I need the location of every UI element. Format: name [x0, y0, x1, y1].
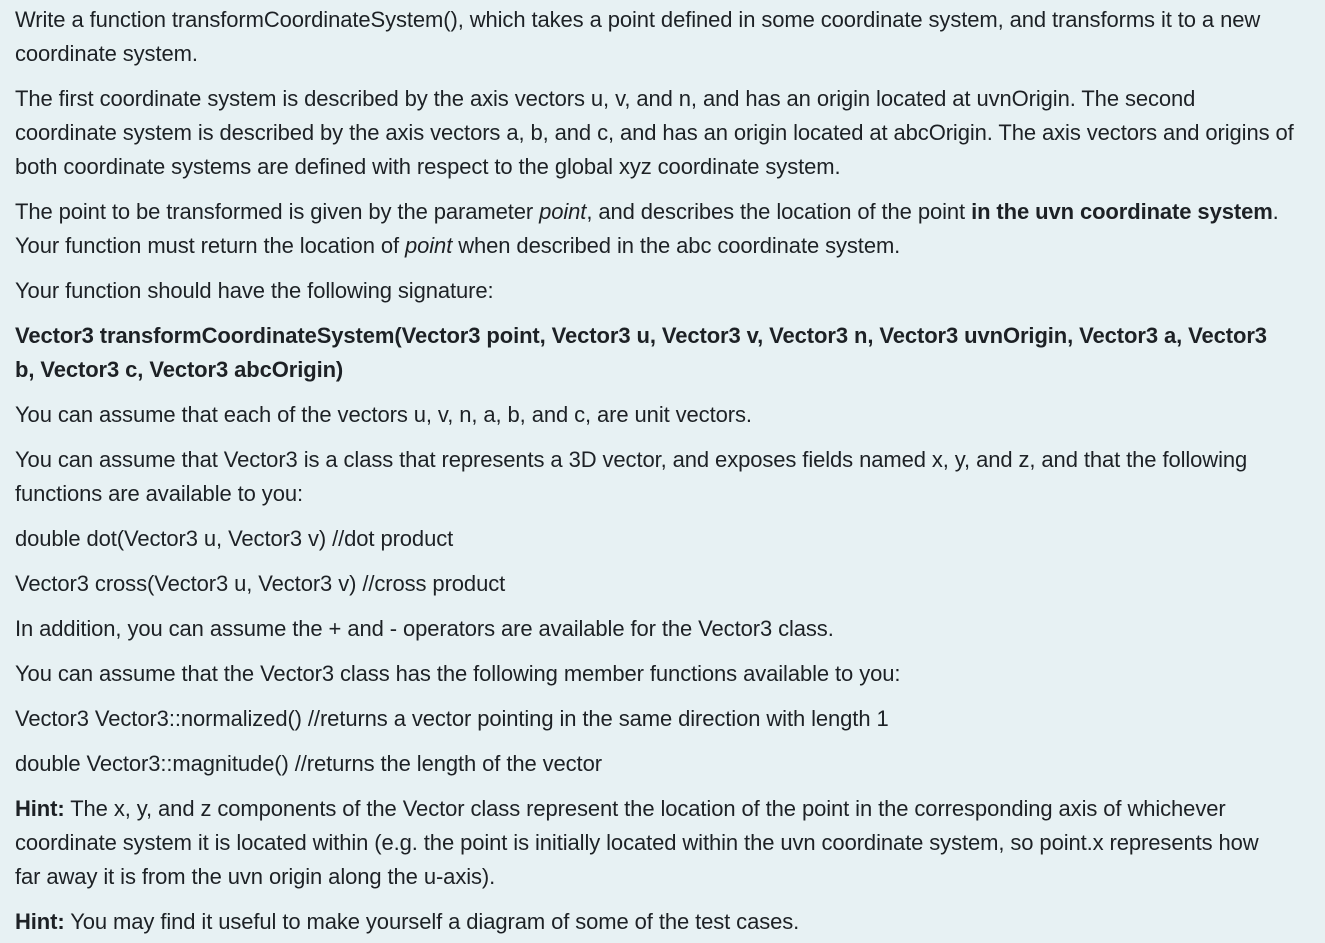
hint-paragraph-1	[15, 792, 1310, 894]
hint-label-2: Hint:	[15, 909, 65, 934]
coord-line-3: both coordinate systems are defined with respect to the global xyz coordinate system.	[15, 154, 841, 179]
cross-function: Vector3 cross(Vector3 u, Vector3 v) //cross product	[15, 571, 506, 596]
hint1-line-1: The x, y, and z components of the Vector class represent the location of the point in the corresponding axis of whichever	[64, 796, 1226, 821]
point-desc-line2-b: when described in the abc coordinate system.	[452, 233, 901, 258]
point-desc-text-b: , and describes the location of the point	[586, 199, 972, 224]
intro-line-2: coordinate system.	[15, 41, 198, 66]
unit-vectors-note: You can assume that each of the vectors u, v, n, a, b, and c, are unit vectors.	[15, 402, 752, 427]
intro-line-1: Write a function transformCoordinateSystem(), which takes a point defined in some coordinate system, and transforms it to a new	[15, 7, 1261, 32]
vector3-class-paragraph	[15, 443, 1310, 511]
vector3-line-1: You can assume that Vector3 is a class that represents a 3D vector, and exposes fields named x, y, and z, and that the following	[15, 447, 1248, 472]
point-desc-text-c: .	[1272, 199, 1279, 224]
hint-paragraph-2	[15, 905, 1310, 939]
hint1-line-2: coordinate system it is located within (e.g. the point is initially located within the uvn coordinate system, so point.x represents how	[15, 830, 1259, 855]
vector3-line-2: functions are available to you:	[15, 481, 303, 506]
coord-line-1: The first coordinate system is described by the axis vectors u, v, and n, and has an origin located at uvnOrigin. The second	[15, 86, 1196, 111]
dot-function: double dot(Vector3 u, Vector3 v) //dot product	[15, 526, 454, 551]
hint-label-1: Hint:	[15, 796, 65, 821]
coord-line-2: coordinate system is described by the axis vectors a, b, and c, and has an origin located at abcOrigin. The axis vectors and origins of	[15, 120, 1294, 145]
hint2-text: You may find it useful to make yourself a diagram of some of the test cases.	[64, 909, 800, 934]
point-desc-italic: point	[539, 199, 587, 224]
point-description-paragraph	[15, 195, 1310, 263]
normalized-function: Vector3 Vector3::normalized() //returns a vector pointing in the same direction with length 1	[15, 706, 889, 731]
operators-note: In addition, you can assume the + and - operators are available for the Vector3 class.	[15, 616, 834, 641]
magnitude-function: double Vector3::magnitude() //returns the length of the vector	[15, 751, 602, 776]
member-functions-intro: You can assume that the Vector3 class has the following member functions available to you:	[15, 661, 901, 686]
function-signature	[15, 319, 1310, 387]
signature-intro: Your function should have the following signature:	[15, 278, 494, 303]
coordinate-systems-paragraph	[15, 82, 1310, 184]
point-desc-bold: in the uvn coordinate system	[971, 199, 1273, 224]
point-desc-text-a: The point to be transformed is given by the parameter	[15, 199, 540, 224]
intro-paragraph	[15, 3, 1310, 71]
point-desc-line2-italic: point	[405, 233, 453, 258]
point-desc-line2-a: Your function must return the location of	[15, 233, 405, 258]
signature-line-1: Vector3 transformCoordinateSystem(Vector3 point, Vector3 u, Vector3 v, Vector3 n, Vector3 uvnOrigin, Vector3 a, Vector3	[15, 323, 1267, 348]
signature-line-2: b, Vector3 c, Vector3 abcOrigin)	[15, 357, 344, 382]
hint1-line-3: far away it is from the uvn origin along the u-axis).	[15, 864, 496, 889]
